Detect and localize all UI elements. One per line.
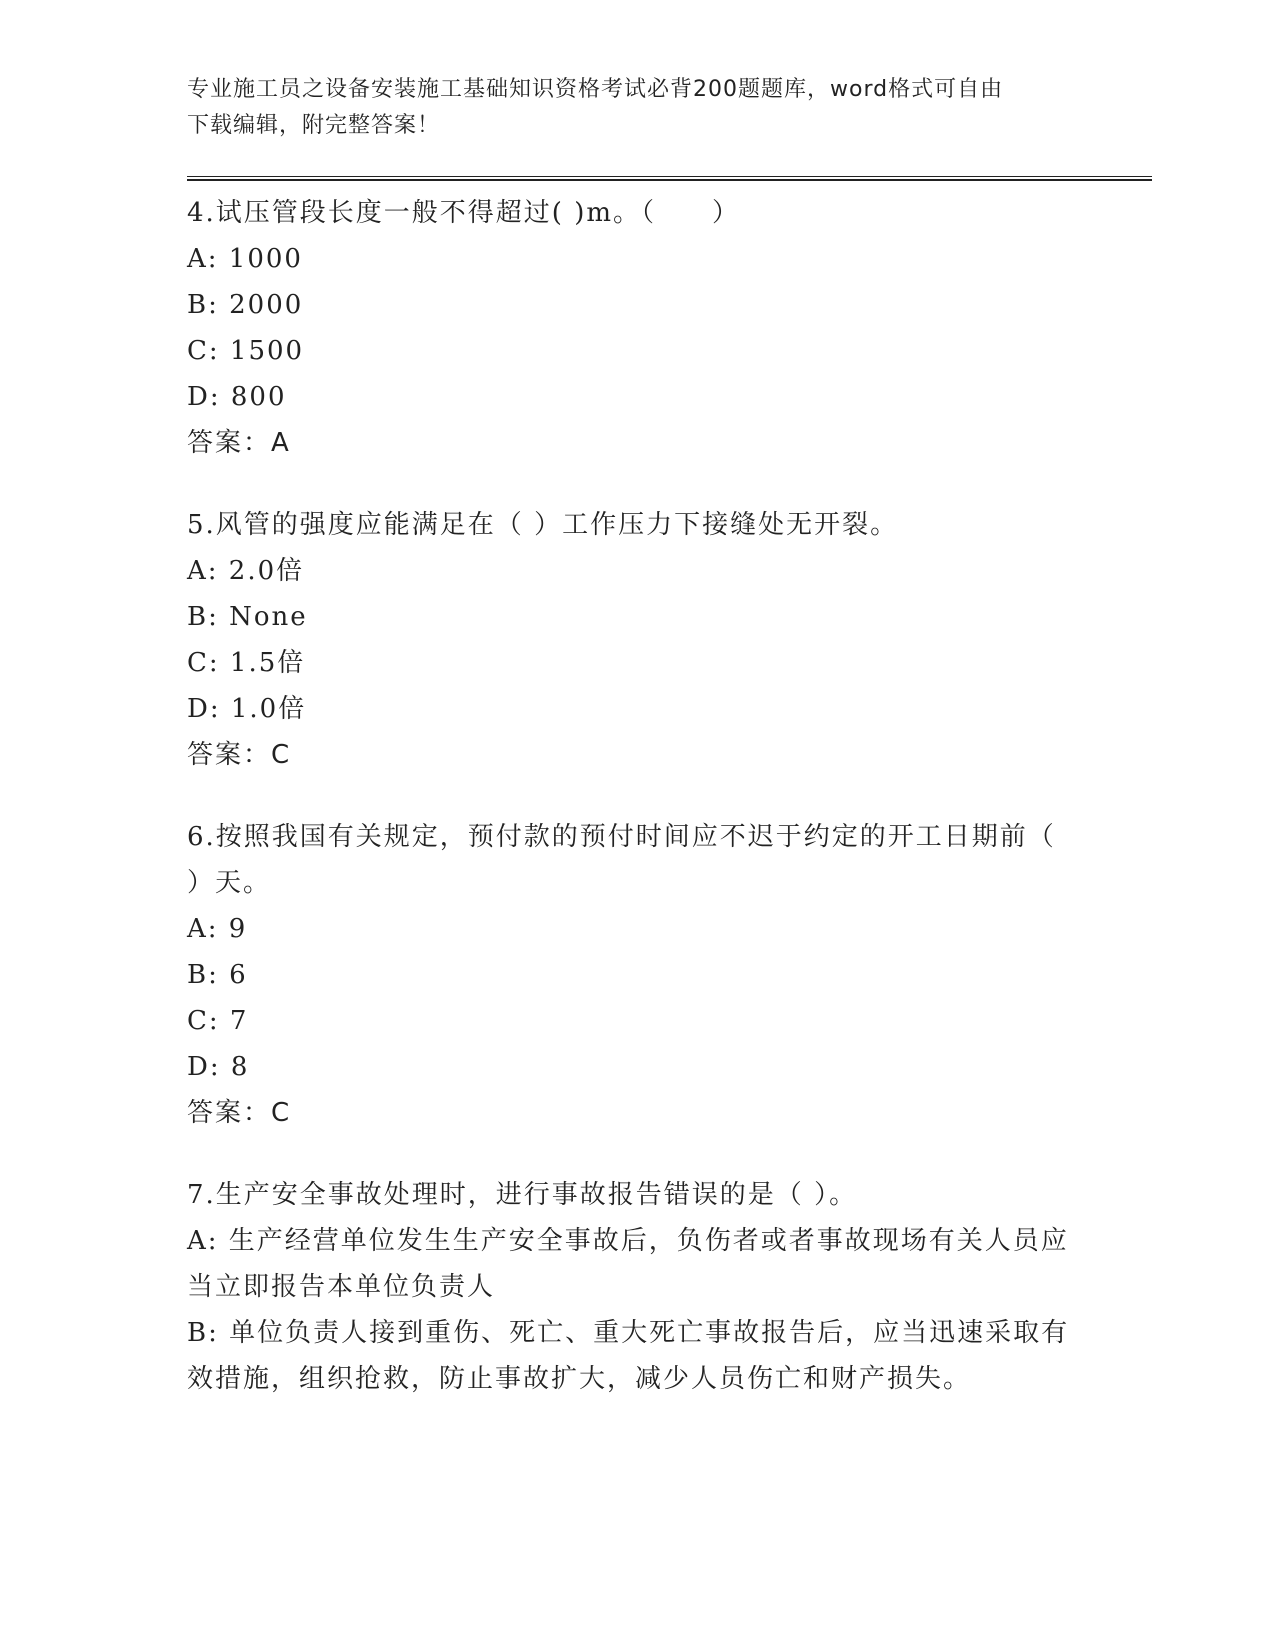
header-line-2: 下载编辑，附完整答案！ bbox=[187, 113, 441, 138]
option-a: A: 1000 bbox=[187, 244, 303, 274]
option-c: C: 1.5倍 bbox=[187, 648, 306, 678]
answer-label: 答案：A bbox=[187, 428, 291, 458]
question-list bbox=[187, 190, 1077, 1438]
option-a: A: 9 bbox=[187, 914, 248, 944]
question-7 bbox=[187, 1172, 1077, 1402]
option-a: A: 生产经营单位发生生产安全事故后，负伤者或者事故现场有关人员应当立即报告本单位负责人 bbox=[187, 1226, 1069, 1302]
answer-label: 答案：C bbox=[187, 740, 292, 770]
answer-label: 答案：C bbox=[187, 1098, 292, 1128]
header-divider bbox=[187, 176, 1152, 181]
question-stem: 6.按照我国有关规定，预付款的预付时间应不迟于约定的开工日期前（ ）天。 bbox=[187, 822, 1056, 898]
question-4 bbox=[187, 190, 1077, 466]
option-b: B: 6 bbox=[187, 960, 248, 990]
question-stem: 7.生产安全事故处理时，进行事故报告错误的是（ ）。 bbox=[187, 1180, 858, 1210]
option-b: B: 单位负责人接到重伤、死亡、重大死亡事故报告后，应当迅速采取有效措施，组织抢救，防止事故扩大，减少人员伤亡和财产损失。 bbox=[187, 1318, 1070, 1394]
document-header bbox=[187, 72, 1067, 144]
question-stem: 5.风管的强度应能满足在（ ）工作压力下接缝处无开裂。 bbox=[187, 510, 899, 540]
question-6 bbox=[187, 814, 1077, 1136]
option-d: D: 800 bbox=[187, 382, 287, 412]
header-line-1: 专业施工员之设备安装施工基础知识资格考试必背200题题库，word格式可自由 bbox=[187, 77, 1004, 102]
option-c: C: 7 bbox=[187, 1006, 249, 1036]
option-a: A: 2.0倍 bbox=[187, 556, 305, 586]
question-stem: 4.试压管段长度一般不得超过( )m。（ ） bbox=[187, 198, 741, 228]
option-b: B: None bbox=[187, 602, 308, 632]
option-b: B: 2000 bbox=[187, 290, 304, 320]
option-c: C: 1500 bbox=[187, 336, 305, 366]
question-5 bbox=[187, 502, 1077, 778]
option-d: D: 1.0倍 bbox=[187, 694, 307, 724]
option-d: D: 8 bbox=[187, 1052, 250, 1082]
